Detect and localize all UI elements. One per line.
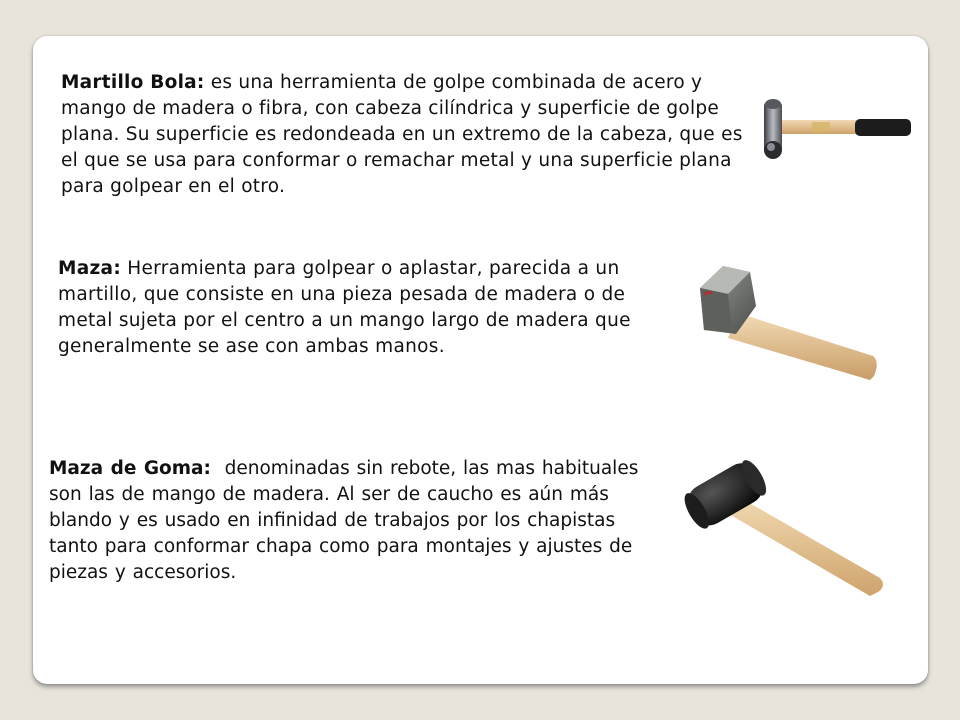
- rubber-mallet-icon: [684, 452, 888, 598]
- description-maza: Herramienta para golpear o aplastar, parecida a un martillo, que consiste en una pieza pesada de madera o de metal sujeta por el centro a un mango largo de madera que generalmente se ase con ambas manos.: [58, 258, 637, 357]
- description-maza-de-goma: denominadas sin rebote, las mas habituales son las de mango de madera. Al ser de caucho es aún más blando y es usado en infinidad de trabajos por los chapistas tanto para conformar chapa como para montajes y ajustes de piezas y accesorios.: [49, 458, 646, 583]
- ball-peen-hammer-icon: [752, 98, 920, 166]
- text-block-maza: [58, 256, 658, 360]
- sledgehammer-icon: [688, 258, 898, 408]
- text-block-maza-de-goma: [49, 456, 649, 586]
- term-maza: Maza:: [58, 258, 122, 279]
- text-block-martillo-bola: [61, 70, 751, 200]
- description-martillo-bola: es una herramienta de golpe combinada de acero y mango de madera o fibra, con cabeza cilíndrica y superficie de golpe plana. Su superficie es redondeada en un extremo de la cabeza, que es el que se usa para conformar o remachar metal y una superficie plana para golpear en el otro.: [61, 72, 749, 197]
- term-maza-de-goma: Maza de Goma:: [49, 458, 211, 479]
- term-martillo-bola: Martillo Bola:: [61, 72, 205, 93]
